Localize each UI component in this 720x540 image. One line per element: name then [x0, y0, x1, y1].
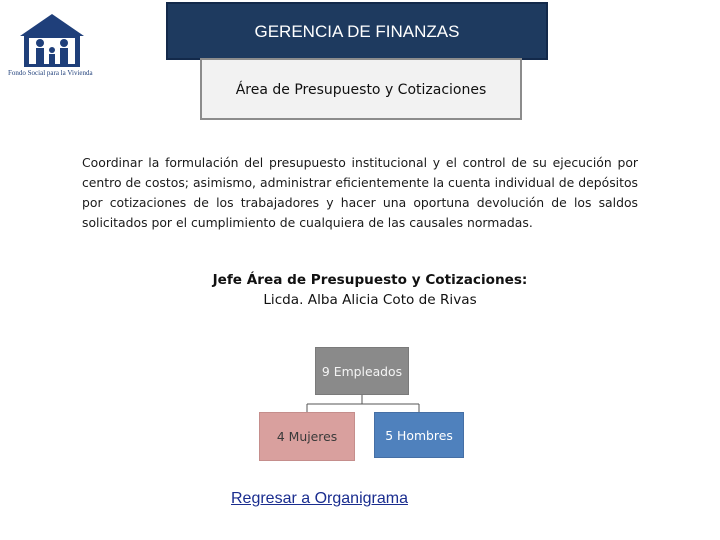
- subheader-title: Área de Presupuesto y Cotizaciones: [235, 82, 487, 98]
- header-title: GERENCIA DE FINANZAS: [254, 22, 460, 41]
- total-employees-node: 9 Empleados: [315, 347, 409, 395]
- back-to-org-chart-link[interactable]: Regresar a Organigrama: [231, 490, 408, 507]
- women-node: 4 Mujeres: [259, 412, 355, 461]
- men-node: 5 Hombres: [374, 412, 464, 458]
- logo-caption: Fondo Social para la Vivienda: [8, 69, 93, 77]
- jefe-name: Licda. Alba Alicia Coto de Rivas: [263, 292, 477, 308]
- area-description: Coordinar la formulación del presupuesto institucional y el control de su ejecución por centro de costos; asimismo, administrar eficientemente la cuenta individual de depósitos por cotizaciones de los trabajadores y hacer una oportuna devolución de los saldos solicitados por el cumplimiento de cualquiera de las causales normadas.: [82, 155, 638, 230]
- jefe-title: Jefe Área de Presupuesto y Cotizaciones:: [212, 272, 528, 288]
